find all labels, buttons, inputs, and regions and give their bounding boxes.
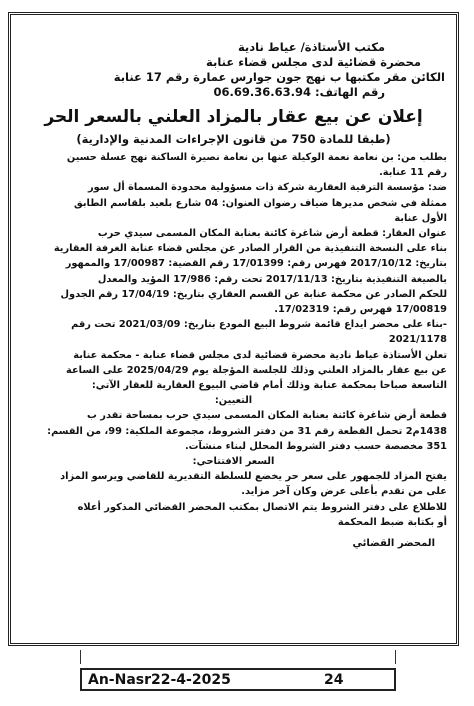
designation-line: قطعة أرض شاغرة كائنة بعنابة المكان المسمى سيدي حرب بمساحة تقدر ب	[87, 410, 447, 422]
bailiff-role: محضرة قضائية لدى مجلس قضاء عنابة	[206, 55, 421, 69]
price-line: على من تقدم بأعلى عرض وكان آخر مزايد.	[241, 486, 447, 498]
notice-title: إعلان عن بيع عقار بالمزاد العلني بالسعر الحر	[44, 107, 423, 127]
crop-mark	[395, 650, 396, 664]
designation-heading: التعيين:	[214, 395, 253, 407]
designation-line: 1438م2 تحمل القطعة رقم 31 من دفتر الشروط، مجموعة الملكية: 99، من القسم:	[47, 425, 447, 437]
price-heading: السعر الافتتاحي:	[192, 456, 275, 468]
body-line: 17/00819 فهرس رقم: 17/02319.	[274, 304, 447, 316]
price-line: للاطلاع على دفتر الشروط يتم الاتصال بمكتب المحضر القضائي المذكور أعلاه	[77, 501, 447, 513]
body-line: ضد: مؤسسة الترقية العقارية شركة ذات مسؤولية محدودة المسماة أل سور	[88, 182, 447, 194]
signature: المحضر القضائي	[352, 538, 435, 550]
notice-subtitle: (طبقا للمادة 750 من قانون الإجراءات المدنية والإدارية)	[76, 132, 391, 146]
body-line: تعلن الأستاذة عياط نادية محضرة قضائية لدى مجلس قضاء عنابة - محكمة عنابة	[73, 349, 447, 361]
body-line: عن بيع عقار بالمزاد العلني وذلك للجلسة المؤجلة يوم 2025/04/29 على الساعة	[66, 364, 447, 376]
office-name: مكتب الأستاذة/ عياط نادية	[237, 40, 385, 54]
body-line: -بناء على محضر ايداع قائمة شروط البيع المودع بتاريخ: 2021/03/09 تحت رقم	[71, 319, 447, 331]
legal-notice	[20, 40, 447, 549]
page-number: 24	[324, 671, 344, 688]
designation-line: 351 مخصصة حسب دفتر الشروط المحلل لبناء منشآت.	[184, 440, 447, 452]
body-line: بتاريخ: 2017/10/12 فهرس رقم: 17/01399 رقم القضية: 17/00987 والممهور	[65, 258, 447, 270]
crop-mark	[80, 650, 81, 664]
notice-header	[20, 40, 447, 100]
body-line: بناء على النسخة التنفيذية من القرار الصادر عن مجلس قضاء عنابة الغرفة العقارية	[53, 243, 447, 255]
office-address: الكائن مقر مكتبها ب نهج جون جوارس عمارة رقم 17 عنابة	[113, 70, 445, 84]
body-line: التاسعة صباحا بمحكمة عنابة وذلك أمام قاضي البيوع العقارية للعقار الآتي:	[91, 380, 447, 392]
body-line: بطلب من: بن نعامة نعمة الوكيلة عنها بن نعامة نصيرة الساكنة نهج عسلة حسين	[66, 152, 447, 163]
body-line: 2021/1178	[388, 334, 447, 346]
body-line: للحكم الصادر عن محكمة عنابة عن القسم العقاري بتاريخ: 17/04/19 رقم الجدول	[60, 288, 447, 300]
body-line: الأول عنابة	[394, 212, 447, 224]
notice-body	[20, 150, 447, 530]
body-line: بالصيغة التنفيذية بتاريخ: 2017/11/13 تحت رقم: 17/986 المؤيد والمعدل	[97, 273, 447, 285]
body-line: عنوان العقار: قطعة أرض شاغرة كائنة بعنابة المكان المسمى سيدي حرب	[97, 228, 447, 240]
body-line: رقم 11 عنابة.	[379, 167, 447, 179]
price-line: أو بكتابة ضبط المحكمة	[337, 516, 447, 528]
office-phone: رقم الهاتف: 06.69.36.63.94	[213, 85, 385, 99]
price-line: يفتح المزاد للجمهور على سعر حر يخضع للسلطة التقديرية للقاضي ويرسو المزاد	[60, 471, 447, 483]
body-line: ممثلة في شخص مديرها ضياف رضوان العنوان: 04 شارع بلعيد بلقاسم الطابق	[74, 197, 447, 209]
page-footer	[80, 668, 396, 691]
publication-date: An-Nasr22-4-2025	[88, 671, 231, 688]
